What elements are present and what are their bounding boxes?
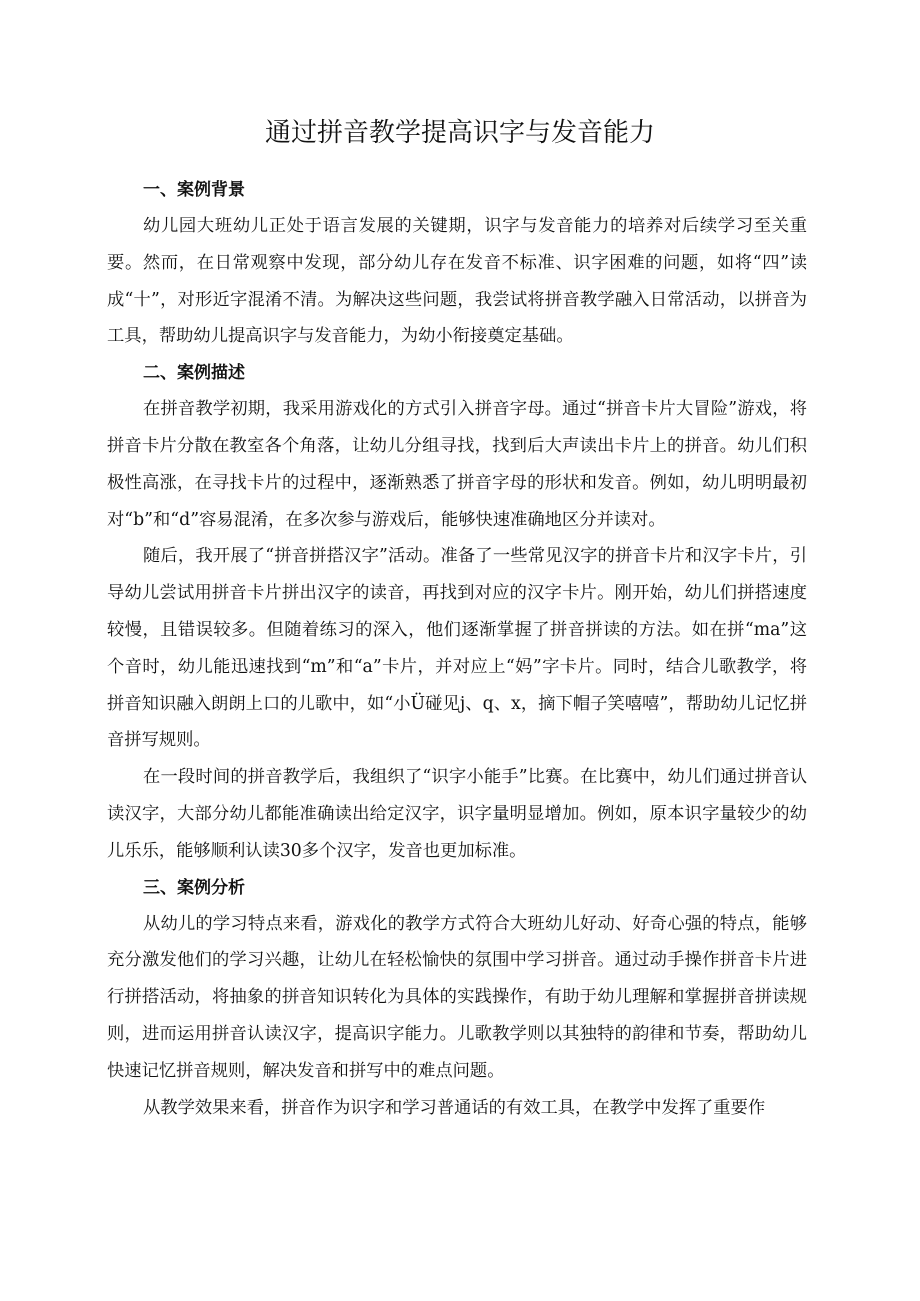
paragraph: 在一段时间的拼音教学后，我组织了“识字小能手”比赛。在比赛中，幼儿们通过拼音认读汉字，大部分幼儿都能准确读出给定汉字，识字量明显增加。例如，原本识字量较少的幼儿乐乐，能够顺利认读30多个汉字，发音也更加标准。 xyxy=(107,767,807,861)
section-background xyxy=(107,172,807,355)
section-description xyxy=(107,355,807,869)
paragraph: 幼儿园大班幼儿正处于语言发展的关键期，识字与发音能力的培养对后续学习至关重要。然而，在日常观察中发现，部分幼儿存在发音不标准、识字困难的问题，如将“四”读成“十”，对形近字混淆不清。为解决这些问题，我尝试将拼音教学融入日常活动，以拼音为工具，帮助幼儿提高识字与发音能力，为幼小衔接奠定基础。 xyxy=(107,216,807,347)
section-heading: 三、案例分析 xyxy=(143,877,245,898)
paragraph: 在拼音教学初期，我采用游戏化的方式引入拼音字母。通过“拼音卡片大冒险”游戏，将拼音卡片分散在教室各个角落，让幼儿分组寻找，找到后大声读出卡片上的拼音。幼儿们积极性高涨，在寻找卡片的过程中，逐渐熟悉了拼音字母的形状和发音。例如，幼儿明明最初对“b”和“d”容易混淆，在多次参与游戏后，能够快速准确地区分并读对。 xyxy=(107,399,807,530)
section-analysis xyxy=(107,870,807,1127)
paragraph: 随后，我开展了“拼音拼搭汉字”活动。准备了一些常见汉字的拼音卡片和汉字卡片，引导幼儿尝试用拼音卡片拼出汉字的读音，再找到对应的汉字卡片。刚开始，幼儿们拼搭速度较慢，且错误较多。但随着练习的深入，他们逐渐掌握了拼音拼读的方法。如在拼“ma”这个音时，幼儿能迅速找到“m”和“a”卡片，并对应上“妈”字卡片。同时，结合儿歌教学，将拼音知识融入朗朗上口的儿歌中，如“小Ü碰见j、q、x，摘下帽子笑嘻嘻”，帮助幼儿记忆拼音拼写规则。 xyxy=(107,546,807,751)
section-heading: 二、案例描述 xyxy=(143,363,245,384)
paragraph: 从幼儿的学习特点来看，游戏化的教学方式符合大班幼儿好动、好奇心强的特点，能够充分激发他们的学习兴趣，让幼儿在轻松愉快的氛围中学习拼音。通过动手操作拼音卡片进行拼搭活动，将抽象的拼音知识转化为具体的实践操作，有助于幼儿理解和掌握拼音拼读规则，进而运用拼音认读汉字，提高识字能力。儿歌教学则以其独特的韵律和节奏，帮助幼儿快速记忆拼音规则，解决发音和拼写中的难点问题。 xyxy=(107,913,807,1081)
paragraph: 从教学效果来看，拼音作为识字和学习普通话的有效工具，在教学中发挥了重要作 xyxy=(143,1097,766,1118)
document-body xyxy=(107,172,807,1126)
document-title: 通过拼音教学提高识字与发音能力 xyxy=(264,118,655,148)
section-heading: 一、案例背景 xyxy=(143,180,245,200)
